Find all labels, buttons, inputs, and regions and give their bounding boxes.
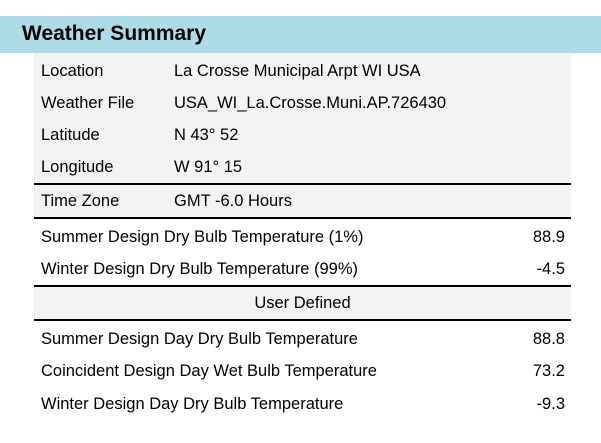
user-row-summer — [34, 321, 571, 355]
user-defined-block — [34, 321, 571, 421]
user-value: 73.2 — [532, 362, 565, 380]
user-defined-header: User Defined — [254, 294, 351, 312]
info-row-weather-file — [34, 87, 571, 119]
user-row-winter — [34, 388, 571, 421]
location-block — [34, 53, 571, 183]
title-bar — [0, 16, 601, 53]
design-label: Winter Design Dry Bulb Temperature (99%) — [41, 260, 358, 278]
info-value: USA_WI_La.Crosse.Muni.AP.726430 — [174, 94, 447, 112]
user-label: Coincident Design Day Wet Bulb Temperature — [41, 362, 377, 380]
time-zone-block — [34, 185, 571, 217]
design-label: Summer Design Dry Bulb Temperature (1%) — [41, 228, 364, 246]
user-label: Summer Design Day Dry Bulb Temperature — [41, 330, 358, 348]
info-label: Weather File — [41, 94, 135, 112]
user-value: -9.3 — [536, 395, 565, 413]
info-row-latitude — [34, 119, 571, 151]
info-label: Location — [41, 62, 104, 80]
user-row-coincident — [34, 355, 571, 388]
info-label: Latitude — [41, 126, 100, 144]
design-row-winter — [34, 253, 571, 285]
user-value: 88.8 — [532, 330, 565, 348]
design-value: -4.5 — [536, 260, 565, 278]
weather-summary-panel — [34, 53, 571, 421]
info-value: GMT -6.0 Hours — [174, 192, 292, 210]
design-temps-block — [34, 219, 571, 285]
user-defined-header-block — [34, 287, 571, 319]
info-value: W 91° 15 — [174, 158, 243, 176]
info-value: N 43° 52 — [174, 126, 239, 144]
user-label: Winter Design Day Dry Bulb Temperature — [41, 395, 344, 413]
design-value: 88.9 — [532, 228, 565, 246]
info-row-longitude — [34, 151, 571, 183]
info-row-location — [34, 55, 571, 87]
info-row-time-zone — [34, 185, 571, 217]
page-title: Weather Summary — [22, 22, 207, 45]
info-label: Longitude — [41, 158, 114, 176]
info-label: Time Zone — [41, 192, 120, 210]
design-row-summer — [34, 219, 571, 253]
info-value: La Crosse Municipal Arpt WI USA — [174, 62, 421, 80]
